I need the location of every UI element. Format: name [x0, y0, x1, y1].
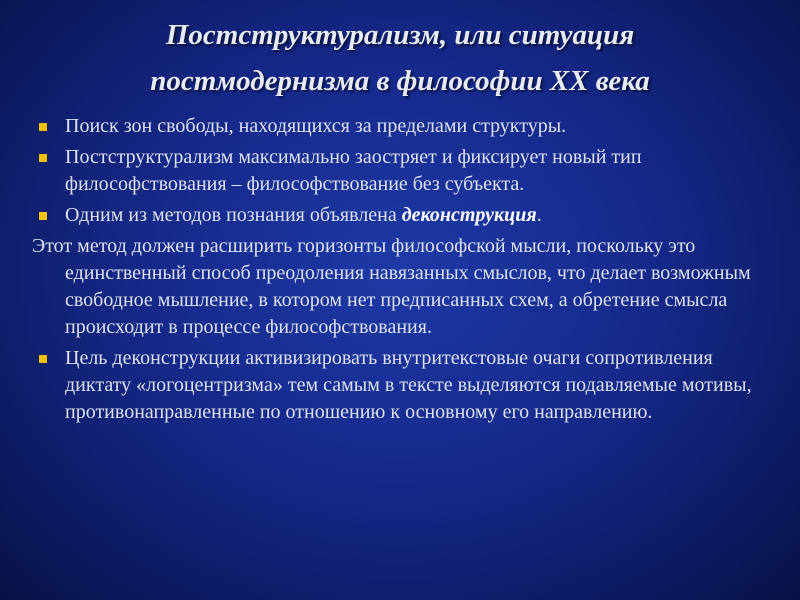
square-bullet-icon	[39, 355, 47, 363]
bullet-item	[32, 113, 772, 140]
slide-title-line-1: Постструктурализм, или ситуация	[165, 19, 635, 51]
square-bullet-icon	[39, 212, 47, 220]
bullet-item	[32, 202, 772, 229]
bullet-text: Цель деконструкции активизировать внутритекстовые очаги сопротивления диктату «логоцентризма» тем самым в тексте выделяются подавляемые мотивы, противонаправленные по отношению к основному его направлению.	[65, 347, 752, 423]
slide-title	[40, 12, 760, 104]
bullet-text: Одним из методов познания объявлена	[65, 204, 402, 226]
bullet-text: Постструктурализм максимально заостряет и фиксирует новый тип философствования – философствование без субъекта.	[65, 146, 642, 195]
slide-content	[32, 113, 772, 430]
square-bullet-icon	[39, 123, 47, 131]
bullet-text: Поиск зон свободы, находящихся за пределами структуры.	[65, 115, 567, 137]
slide-title-line-2: постмодернизма в философии XX века	[150, 65, 650, 97]
bullet-item	[32, 345, 772, 426]
body-paragraph: Этот метод должен расширить горизонты философской мысли, поскольку это единственный способ преодоления навязанных смыслов, что делает возможным свободное мышление, в котором нет предписанных схем, а обретение смысла происходит в процессе философствования.	[32, 235, 751, 338]
emphasized-term: деконструкция	[401, 204, 537, 226]
bullet-text-end: .	[536, 204, 542, 226]
bullet-item	[32, 144, 772, 198]
square-bullet-icon	[39, 154, 47, 162]
